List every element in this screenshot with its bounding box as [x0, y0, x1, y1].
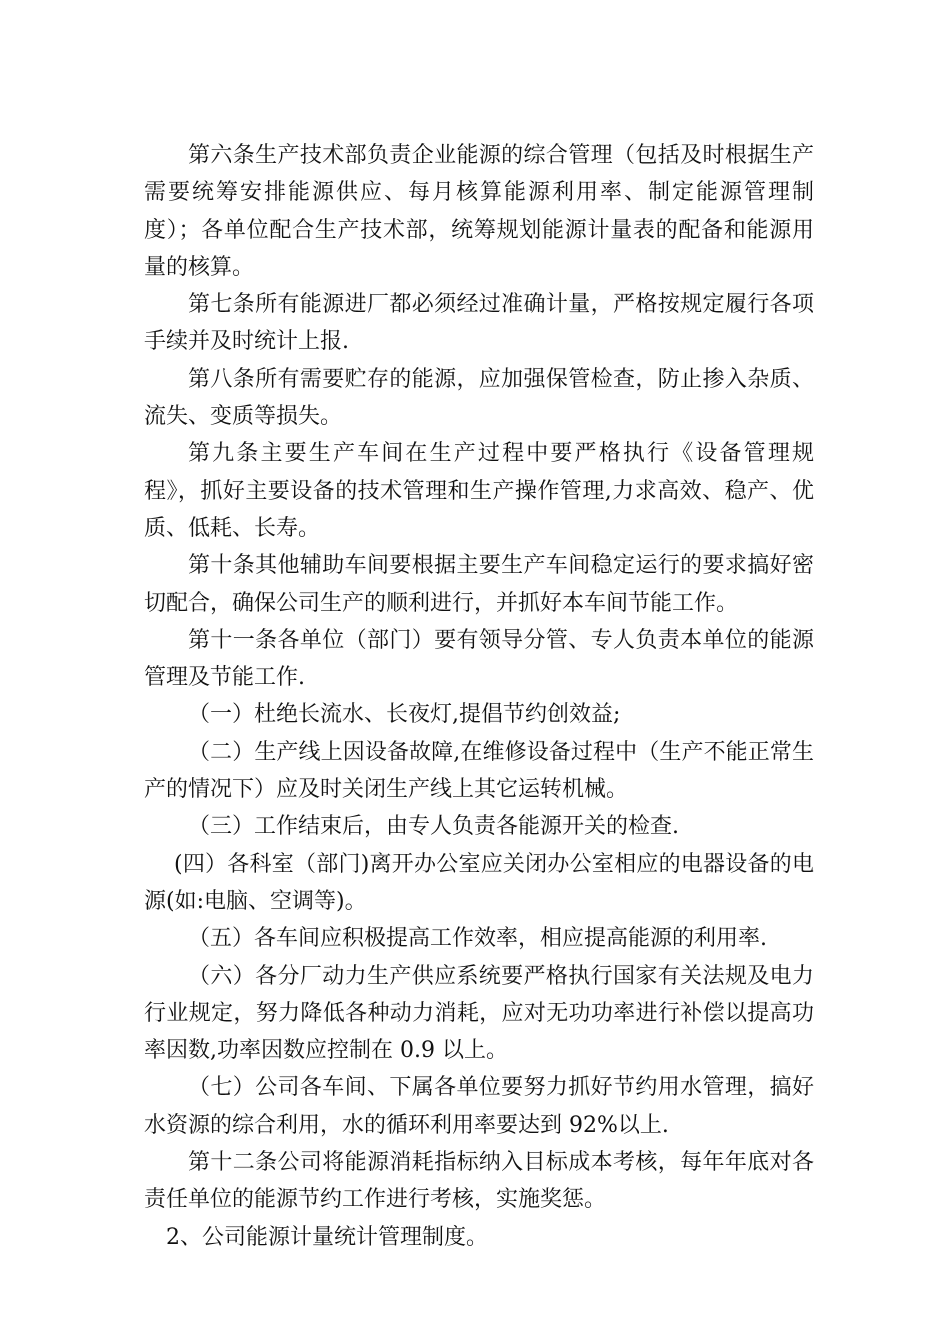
article-10-paragraph: 第十条其他辅助车间要根据主要生产车间稳定运行的要求搞好密切配合，确保公司生产的顺利进行，并抓好本车间节能工作。	[144, 553, 814, 616]
item-1-paragraph: （一）杜绝长流水、长夜灯,提倡节约创效益;	[188, 702, 621, 728]
item-5-paragraph: （五）各车间应积极提高工作效率，相应提高能源的利用率.	[188, 926, 767, 952]
article-11-paragraph: 第十一条各单位（部门）要有领导分管、专人负责本单位的能源管理及节能工作.	[144, 627, 814, 691]
section-2-heading: 2、公司能源计量统计管理制度。	[166, 1224, 488, 1250]
article-9-paragraph: 第九条主要生产车间在生产过程中要严格执行《设备管理规程》，抓好主要设备的技术管理和生产操作管理,力求高效、稳产、优质、低耗、长寿。	[144, 441, 814, 541]
article-7-paragraph: 第七条所有能源进厂都必须经过准确计量，严格按规定履行各项手续并及时统计上报.	[144, 292, 814, 355]
article-12-paragraph: 第十二条公司将能源消耗指标纳入目标成本考核，每年年底对各责任单位的能源节约工作进行考核，实施奖惩。	[144, 1150, 814, 1213]
item-4-paragraph: (四）各科室（部门)离开办公室应关闭办公室相应的电器设备的电源(如:电脑、空调等)。	[144, 851, 814, 914]
item-7-paragraph: （七）公司各车间、下属各单位要努力抓好节约用水管理，搞好水资源的综合利用，水的循环利用率要达到 92%以上.	[144, 1075, 814, 1138]
article-6-paragraph: 第六条生产技术部负责企业能源的综合管理（包括及时根据生产需要统筹安排能源供应、每月核算能源利用率、制定能源管理制度）；各单位配合生产技术部，统筹规划能源计量表的配备和能源用量的核算。	[144, 143, 814, 280]
item-2-paragraph: （二）生产线上因设备故障,在维修设备过程中（生产不能正常生产的情况下）应及时关闭生产线上其它运转机械。	[144, 739, 814, 803]
document-body	[144, 137, 814, 1256]
item-6-paragraph: （六）各分厂动力生产供应系统要严格执行国家有关法规及电力行业规定，努力降低各种动力消耗，应对无功功率进行补偿以提高功率因数,功率因数应控制在 0.9 以上。	[144, 963, 814, 1064]
item-3-paragraph: （三）工作结束后，由专人负责各能源开关的检查.	[188, 814, 679, 840]
article-8-paragraph: 第八条所有需要贮存的能源，应加强保管检查，防止掺入杂质、流失、变质等损失。	[144, 366, 814, 430]
